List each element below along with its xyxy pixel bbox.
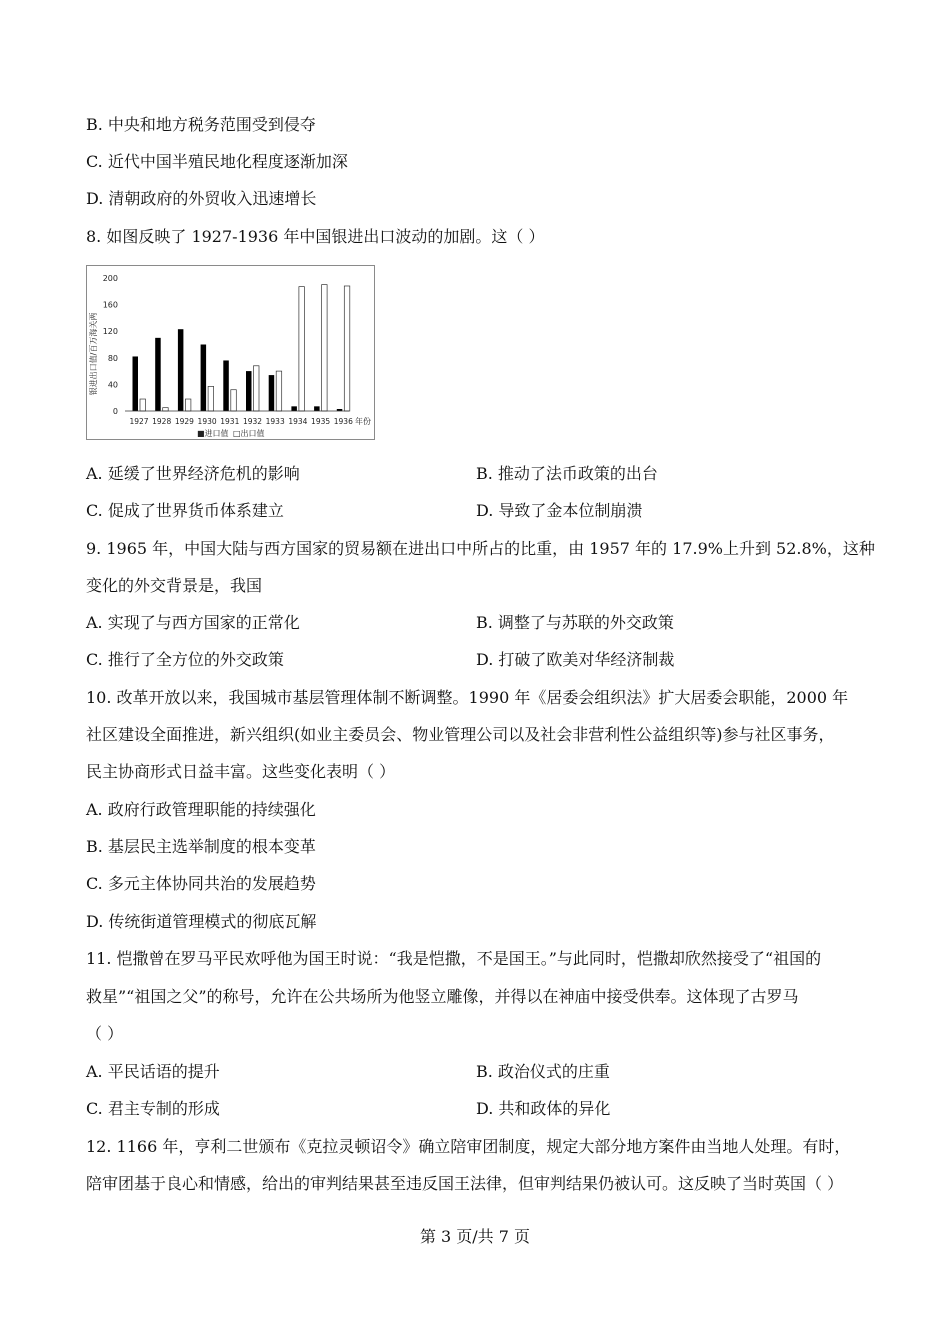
y-tick-label: 160 <box>102 300 118 310</box>
bar-import-1928 <box>155 338 161 411</box>
x-tick-label-1927: 1927 <box>129 417 149 426</box>
x-tick-label-1932: 1932 <box>242 417 263 426</box>
bar-import-1929 <box>178 329 184 411</box>
chart-y-axis-label: 银进出口值/百万海关两 <box>89 312 98 396</box>
q11-option-a: A. 平民话语的提升 <box>86 1062 220 1081</box>
page-footer: 第 3 页/共 7 页 <box>419 1227 531 1246</box>
legend-export: □出口值 <box>233 429 265 438</box>
silver-trade-chart-svg <box>87 266 376 441</box>
q11-stem-line1: 11. 恺撒曾在罗马平民欢呼他为国王时说：“我是恺撒，不是国王。”与此同时，恺撒却欣然接受了“祖国的 <box>86 949 822 968</box>
q9-stem-line2: 变化的外交背景是，我国 <box>86 576 263 595</box>
q10-option-a: A. 政府行政管理职能的持续强化 <box>86 800 316 819</box>
bar-import-1927 <box>133 356 139 411</box>
y-tick-label: 40 <box>107 380 118 390</box>
x-tick-label-1929: 1929 <box>174 417 194 426</box>
q12-stem-line2: 陪审团基于良心和情感，给出的审判结果甚至违反国王法律，但审判结果仍被认可。这反映了当时英国（ ） <box>86 1174 844 1193</box>
chart-x-axis-label: 年份 <box>355 417 371 426</box>
q11-stem-line3: （ ） <box>86 1024 124 1043</box>
q9-option-d: D. 打破了欧美对华经济制裁 <box>476 650 675 669</box>
y-tick-label: 0 <box>112 407 118 416</box>
q8-option-a: A. 延缓了世界经济危机的影响 <box>86 464 300 483</box>
legend-import: ■进口值 <box>197 429 229 438</box>
bar-export-1932 <box>254 366 260 411</box>
x-tick-label-1933: 1933 <box>265 417 285 426</box>
bar-import-1932 <box>246 371 252 411</box>
q8-option-d: D. 导致了金本位制崩溃 <box>476 501 643 520</box>
x-tick-label-1936: 1936 <box>333 417 353 426</box>
bar-export-1934 <box>299 287 305 411</box>
q7-option-c: C. 近代中国半殖民地化程度逐渐加深 <box>86 152 348 171</box>
bar-export-1936 <box>344 286 350 411</box>
x-tick-label-1931: 1931 <box>220 417 240 426</box>
q10-stem-line1: 10. 改革开放以来，我国城市基层管理体制不断调整。1990 年《居委会组织法》扩大居委会职能，2000 年 <box>86 688 849 707</box>
x-tick-label-1934: 1934 <box>288 417 308 426</box>
q11-option-d: D. 共和政体的异化 <box>476 1099 611 1118</box>
q11-stem-line2: 救星”“祖国之父”的称号，允许在公共场所为他竖立雕像，并得以在神庙中接受供奉。这体现了古罗马 <box>86 987 799 1006</box>
q7-option-d: D. 清朝政府的外贸收入迅速增长 <box>86 189 317 208</box>
x-tick-label-1928: 1928 <box>152 417 172 426</box>
q10-stem-line3: 民主协商形式日益丰富。这些变化表明（ ） <box>86 762 396 781</box>
bar-import-1934 <box>291 406 297 411</box>
x-tick-label-1935: 1935 <box>311 417 331 426</box>
q8-option-c: C. 促成了世界货币体系建立 <box>86 501 284 520</box>
bar-export-1927 <box>140 399 146 411</box>
bar-export-1933 <box>276 371 282 411</box>
q10-option-d: D. 传统街道管理模式的彻底瓦解 <box>86 912 317 931</box>
bar-export-1935 <box>322 285 328 411</box>
q7-option-b: B. 中央和地方税务范围受到侵夺 <box>86 115 316 134</box>
bar-export-1931 <box>231 390 237 411</box>
bar-export-1930 <box>208 386 214 411</box>
x-tick-label-1930: 1930 <box>197 417 217 426</box>
bar-import-1933 <box>269 375 275 411</box>
q12-stem-line1: 12. 1166 年，亨利二世颁布《克拉灵顿诏令》确立陪审团制度，规定大部分地方案件由当地人处理。有时， <box>86 1137 851 1156</box>
q8-stem: 8. 如图反映了 1927-1936 年中国银进出口波动的加剧。这（ ） <box>86 227 545 246</box>
q9-option-a: A. 实现了与西方国家的正常化 <box>86 613 300 632</box>
y-tick-label: 120 <box>102 327 118 337</box>
y-tick-label: 200 <box>102 274 118 283</box>
q10-stem-line2: 社区建设全面推进，新兴组织(如业主委员会、物业管理公司以及社会非营利性公益组织等)参与社区事务， <box>86 725 835 744</box>
silver-trade-chart <box>86 265 375 440</box>
q10-option-b: B. 基层民主选举制度的根本变革 <box>86 837 316 856</box>
bar-import-1931 <box>223 360 229 411</box>
bar-import-1930 <box>201 345 207 412</box>
q11-option-b: B. 政治仪式的庄重 <box>476 1062 610 1081</box>
q9-option-c: C. 推行了全方位的外交政策 <box>86 650 284 669</box>
y-tick-label: 80 <box>107 353 118 363</box>
bar-import-1935 <box>314 406 320 411</box>
q10-option-c: C. 多元主体协同共治的发展趋势 <box>86 874 316 893</box>
q9-stem-line1: 9. 1965 年，中国大陆与西方国家的贸易额在进出口中所占的比重，由 1957 年的 17.9%上升到 52.8%，这种 <box>86 539 875 558</box>
bar-export-1929 <box>185 399 191 411</box>
q11-option-c: C. 君主专制的形成 <box>86 1099 220 1118</box>
q9-option-b: B. 调整了与苏联的外交政策 <box>476 613 674 632</box>
q8-option-b: B. 推动了法币政策的出台 <box>476 464 658 483</box>
bar-export-1928 <box>163 408 169 411</box>
